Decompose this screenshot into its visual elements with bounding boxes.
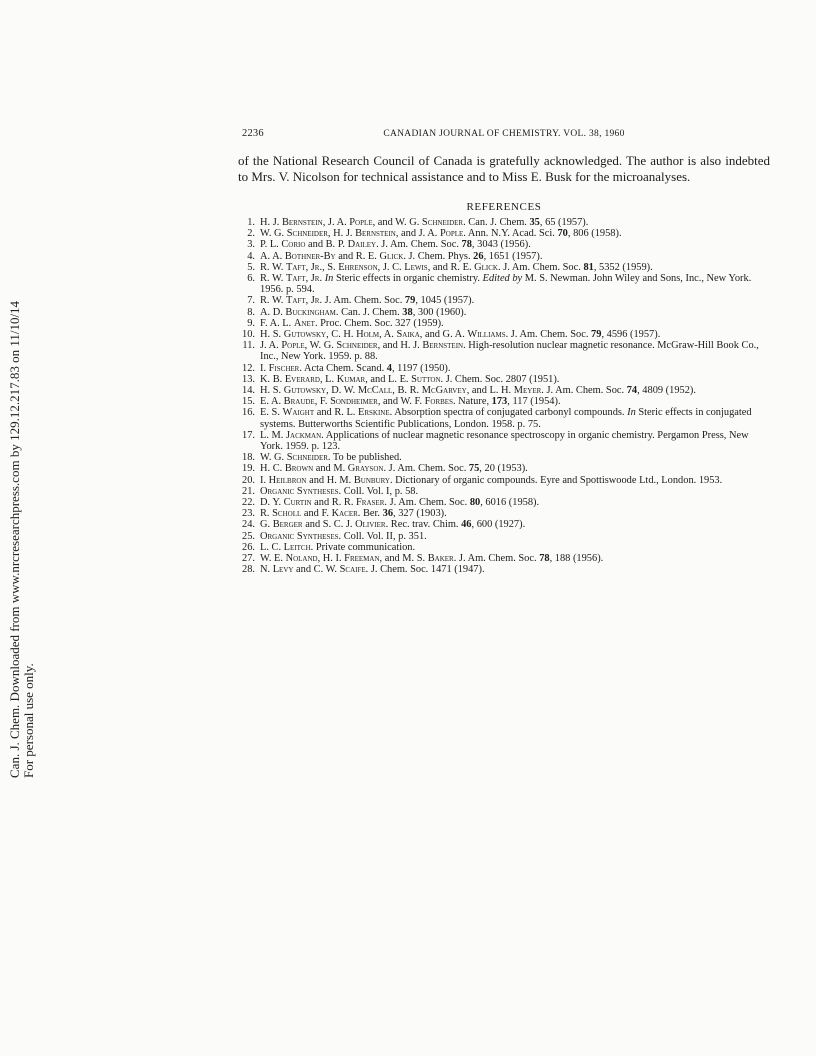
reference-text: Freeman: [344, 553, 380, 565]
reference-number: 11.: [242, 340, 255, 352]
reference-text: Bunbury: [353, 474, 390, 486]
reference-list: [238, 217, 770, 576]
reference-text: M. S. Newman. John Wiley and Sons, Inc., New York. 1956. p. 594.: [260, 273, 752, 296]
reference-text: Pople: [281, 340, 305, 352]
reference-text: Scholl: [272, 508, 302, 520]
reference-text: 173: [491, 396, 508, 408]
reference-text: . Coll. Vol. I, p. 58.: [338, 485, 419, 497]
reference-text: . J. Am. Chem. Soc.: [453, 553, 540, 565]
journal-page: [238, 128, 770, 576]
reference-text: . Acta Chem. Scand.: [299, 362, 387, 374]
reference-number: 9.: [247, 317, 255, 329]
reference-text: McGarvey: [421, 385, 467, 397]
reference-text: . Ann. N.Y. Acad. Sci.: [463, 228, 558, 240]
reference-number: 4.: [247, 250, 255, 262]
reference-text: , 117 (1954).: [507, 396, 561, 408]
reference-text: Taft, Jr.: [286, 273, 323, 285]
reference-text: Bothner-By: [284, 250, 336, 262]
reference-text: . Absorption spectra of conjugated carbonyl compounds.: [389, 407, 628, 419]
reference-item: [238, 430, 770, 452]
reference-number: 3.: [247, 239, 255, 251]
reference-item: [238, 329, 770, 340]
reference-text: 74: [626, 385, 638, 397]
reference-number: 26.: [242, 541, 255, 553]
reference-text: . J. Am. Chem. Soc.: [498, 261, 584, 273]
reference-text: , C. H.: [326, 329, 357, 341]
reference-text: . J. Am. Chem. Soc.: [383, 463, 469, 475]
reference-text: . Ber.: [357, 508, 383, 520]
reference-item: [238, 452, 770, 463]
reference-text: and B. P.: [305, 239, 348, 251]
reference-text: 79: [404, 295, 416, 307]
reference-text: Grayson: [347, 463, 384, 475]
reference-text: , and H. J.: [377, 340, 423, 352]
reference-number: 20.: [242, 474, 255, 486]
reference-text: Corio: [281, 239, 306, 251]
reference-text: and R. R.: [311, 497, 357, 509]
reference-text: , D. W.: [326, 385, 358, 397]
reference-text: Curtin: [283, 497, 312, 509]
reference-text: , J. A.: [322, 217, 350, 228]
reference-item: [238, 486, 770, 497]
reference-text: Holm: [356, 329, 380, 341]
reference-text: , 5352 (1959).: [593, 261, 653, 273]
reference-text: , and J. A.: [395, 228, 440, 240]
reference-text: Fraser: [356, 497, 385, 509]
reference-text: , 188 (1956).: [549, 553, 604, 565]
reference-text: Bernstein: [355, 228, 396, 240]
reference-text: R.: [260, 508, 273, 520]
reference-item: [238, 553, 770, 564]
reference-text: , S.: [322, 261, 339, 273]
reference-text: 36: [382, 508, 394, 520]
reference-text: Organic Syntheses: [260, 485, 339, 497]
page-number: 2236: [242, 128, 264, 139]
reference-text: , W. G.: [304, 340, 337, 352]
reference-text: , and W. F.: [377, 396, 425, 408]
reference-text: W. G.: [260, 228, 287, 240]
reference-text: I.: [260, 474, 269, 486]
reference-text: , and W. G.: [372, 217, 422, 228]
reference-text: , and R. E.: [427, 261, 475, 273]
reference-text: Brown: [284, 463, 314, 475]
reference-text: E. S.: [260, 407, 283, 419]
reference-text: 78: [461, 239, 472, 251]
reference-number: 2.: [247, 228, 255, 240]
reference-text: 78: [539, 553, 550, 565]
reference-text: W. G.: [260, 452, 287, 464]
reference-item: [238, 340, 770, 362]
reference-text: Fischer: [268, 362, 300, 374]
reference-text: W. E.: [260, 553, 286, 565]
reference-number: 21.: [242, 485, 255, 497]
reference-number: 22.: [242, 497, 255, 509]
reference-text: Saika: [396, 329, 420, 341]
reference-text: F. A. L.: [260, 317, 294, 329]
running-head: [238, 128, 770, 144]
reference-text: Organic Syntheses: [260, 530, 339, 542]
reference-text: J. Am. Chem. Soc.: [322, 295, 405, 307]
reference-text: Steric effects in conjugated systems. Butterworths Scientific Publications, London. 1958. p. 75.: [260, 407, 752, 430]
reference-text: . Proc. Chem. Soc. 327 (1959).: [314, 317, 444, 329]
reference-text: G.: [260, 519, 273, 531]
reference-text: . Nature,: [452, 396, 492, 408]
reference-item: [238, 475, 770, 486]
reference-text: Sondheimer: [330, 396, 378, 408]
reference-text: L. M.: [260, 429, 286, 441]
reference-text: Forbes: [424, 396, 453, 408]
reference-text: . Coll. Vol. II, p. 351.: [338, 530, 427, 542]
download-watermark: [6, 268, 36, 780]
reference-number: 19.: [242, 463, 255, 475]
reference-text: and M.: [313, 463, 348, 475]
reference-text: 79: [591, 329, 602, 341]
reference-text: , 806 (1958).: [567, 228, 622, 240]
reference-text: Leitch: [283, 541, 311, 553]
reference-text: R. W.: [260, 295, 286, 307]
reference-item: [238, 385, 770, 396]
reference-text: , 1197 (1950).: [391, 362, 451, 374]
reference-text: H. J.: [260, 217, 282, 228]
reference-text: , A.: [379, 329, 397, 341]
watermark-line-2: For personal use only.: [21, 663, 36, 778]
reference-item: [238, 295, 770, 306]
reference-text: Olivier: [355, 519, 386, 531]
reference-text: In: [627, 407, 636, 419]
reference-text: , 327 (1903).: [393, 508, 447, 520]
reference-text: . Can. J. Chem.: [335, 306, 403, 318]
reference-text: . Can. J. Chem.: [463, 217, 530, 228]
reference-text: Erskine: [358, 407, 390, 419]
watermark-line-1: Can. J. Chem. Downloaded from www.nrcresearchpress.com by 129.12.217.83 on 11/10/14: [7, 300, 22, 778]
acknowledgment-paragraph: of the National Research Council of Canada is gratefully acknowledged. The author is also indebted to Mrs. V. Nicolson for technical assistance and to Miss E. Busk for the microanalyses.: [238, 153, 770, 184]
reference-text: Everard: [284, 373, 320, 385]
reference-text: J. A.: [260, 340, 282, 352]
reference-text: Noland: [285, 553, 318, 565]
reference-item: [238, 519, 770, 530]
reference-text: N.: [260, 564, 273, 576]
reference-text: 75: [468, 463, 480, 475]
reference-text: Buckingham: [285, 306, 336, 318]
reference-text: Schneider: [421, 217, 464, 228]
reference-text: , 4596 (1957).: [601, 329, 661, 341]
reference-text: , 300 (1960).: [412, 306, 467, 318]
reference-text: , B. R.: [392, 385, 422, 397]
reference-item: [238, 262, 770, 273]
reference-item: [238, 497, 770, 508]
reference-text: Taft, Jr.: [286, 295, 323, 307]
reference-number: 23.: [242, 508, 255, 520]
reference-text: K. B.: [260, 373, 285, 385]
reference-text: . J. Am. Chem. Soc.: [376, 239, 462, 251]
reference-text: 80: [469, 497, 481, 509]
reference-text: Berger: [272, 519, 303, 531]
reference-number: 10.: [242, 329, 255, 341]
reference-text: Kumar: [336, 373, 366, 385]
reference-number: 6.: [247, 273, 255, 285]
reference-text: , L.: [319, 373, 337, 385]
reference-text: Schneider: [286, 228, 328, 240]
reference-text: , 4809 (1952).: [637, 385, 696, 397]
reference-text: , 1651 (1957).: [483, 250, 543, 262]
reference-text: Jackman: [285, 429, 322, 441]
reference-text: Schneider: [336, 340, 378, 352]
reference-text: Lewis: [404, 261, 428, 273]
reference-number: 18.: [242, 452, 255, 464]
reference-text: Bernstein: [422, 340, 464, 352]
reference-text: Scaife: [339, 564, 366, 576]
reference-text: , and M. S.: [379, 553, 428, 565]
reference-text: 35: [529, 217, 540, 228]
reference-text: Bernstein: [281, 217, 323, 228]
reference-text: . J. Am. Chem. Soc.: [541, 385, 627, 397]
reference-text: and F.: [301, 508, 332, 520]
reference-text: I.: [260, 362, 269, 374]
reference-item: [238, 239, 770, 250]
reference-text: A. D.: [260, 306, 286, 318]
reference-item: [238, 542, 770, 553]
reference-text: , H. J.: [327, 228, 356, 240]
reference-text: and S. C. J.: [302, 519, 356, 531]
reference-number: 5.: [247, 261, 255, 273]
reference-text: R. W.: [260, 273, 286, 285]
reference-text: 70: [557, 228, 568, 240]
reference-item: [238, 251, 770, 262]
reference-text: R. W.: [260, 261, 286, 273]
reference-number: 15.: [242, 396, 255, 408]
reference-text: 4: [386, 362, 392, 374]
reference-text: P. L.: [260, 239, 282, 251]
reference-text: Gutowsky: [283, 385, 327, 397]
reference-number: 24.: [242, 519, 255, 531]
reference-text: and R. L.: [314, 407, 358, 419]
reference-text: Ehrenson: [338, 261, 378, 273]
reference-number: 8.: [247, 306, 255, 318]
reference-item: [238, 463, 770, 474]
reference-text: H. C.: [260, 463, 285, 475]
reference-text: . Applications of nuclear magnetic resonance spectroscopy in organic chemistry. Pergamon Press, New York. 1959. p. 123.: [260, 429, 749, 453]
reference-text: Gutowsky: [283, 329, 327, 341]
reference-text: 26: [473, 250, 484, 262]
reference-text: McCall: [357, 385, 393, 397]
reference-text: Steric effects in organic chemistry.: [333, 273, 483, 285]
reference-item: [238, 363, 770, 374]
reference-text: . J. Am. Chem. Soc.: [505, 329, 592, 341]
reference-text: In: [324, 273, 334, 285]
reference-text: Edited by: [482, 273, 523, 285]
reference-text: , 1045 (1957).: [415, 295, 475, 307]
reference-text: . Rec. trav. Chim.: [385, 519, 462, 531]
reference-item: [238, 407, 770, 429]
reference-number: 7.: [247, 295, 255, 307]
reference-number: 28.: [242, 564, 255, 576]
reference-text: . J. Chem. Soc. 2807 (1951).: [440, 373, 560, 385]
reference-text: . To be published.: [327, 452, 402, 464]
reference-item: [238, 396, 770, 407]
reference-text: Braude: [283, 396, 315, 408]
reference-item: [238, 508, 770, 519]
reference-number: 1.: [247, 217, 255, 228]
reference-text: and H. M.: [306, 474, 354, 486]
reference-item: [238, 564, 770, 575]
reference-text: 38: [402, 306, 413, 318]
reference-text: L. C.: [260, 541, 284, 553]
reference-text: Taft, Jr.: [286, 261, 323, 273]
reference-text: . High-resolution nuclear magnetic resonance. McGraw-Hill Book Co., Inc., New York. 1959. p. 88.: [260, 340, 759, 363]
reference-item: [238, 228, 770, 239]
reference-item: [238, 318, 770, 329]
reference-text: Sutton: [411, 373, 441, 385]
reference-text: Waight: [282, 407, 315, 419]
reference-text: , 20 (1953).: [479, 463, 528, 475]
reference-text: , H. I.: [317, 553, 345, 565]
reference-text: , and G. A.: [419, 329, 468, 341]
reference-item: [238, 531, 770, 542]
reference-text: , and L. H.: [466, 385, 514, 397]
reference-text: . J. Chem. Soc. 1471 (1947).: [365, 564, 485, 576]
reference-text: , F.: [314, 396, 331, 408]
reference-item: [238, 374, 770, 385]
reference-number: 16.: [242, 407, 255, 419]
reference-text: D. Y.: [260, 497, 284, 509]
reference-text: . J. Am. Chem. Soc.: [384, 497, 470, 509]
reference-text: . J. Chem. Phys.: [403, 250, 474, 262]
reference-text: , 600 (1927).: [471, 519, 526, 531]
reference-number: 17.: [242, 429, 255, 441]
reference-text: H. S.: [260, 329, 284, 341]
reference-text: Kacer: [331, 508, 358, 520]
reference-number: 12.: [242, 362, 255, 374]
reference-text: Schneider: [286, 452, 328, 464]
reference-text: 81: [583, 261, 594, 273]
reference-number: 27.: [242, 553, 255, 565]
reference-text: 46: [461, 519, 472, 531]
reference-text: Meyer: [513, 385, 542, 397]
reference-text: , and L. E.: [365, 373, 412, 385]
reference-item: [238, 273, 770, 295]
reference-item: [238, 217, 770, 228]
reference-text: Pople: [349, 217, 373, 228]
reference-text: , 6016 (1958).: [480, 497, 540, 509]
reference-text: Glick: [474, 261, 498, 273]
reference-text: , 3043 (1956).: [471, 239, 531, 251]
reference-number: 14.: [242, 385, 255, 397]
reference-number: 25.: [242, 530, 255, 542]
reference-text: Levy: [272, 564, 294, 576]
reference-text: Glick: [379, 250, 404, 262]
reference-text: and C. W.: [293, 564, 340, 576]
reference-number: 13.: [242, 373, 255, 385]
reference-text: Anet: [293, 317, 315, 329]
journal-title: CANADIAN JOURNAL OF CHEMISTRY. VOL. 38, 1960: [383, 129, 625, 139]
reference-text: , 65 (1957).: [539, 217, 589, 228]
reference-text: Pople: [440, 228, 464, 240]
reference-text: H. S.: [260, 385, 284, 397]
reference-text: Dailey: [347, 239, 377, 251]
reference-item: [238, 307, 770, 318]
reference-text: , J. C.: [377, 261, 405, 273]
reference-text: A. A.: [260, 250, 285, 262]
reference-text: Baker: [427, 553, 454, 565]
reference-text: and R. E.: [335, 250, 380, 262]
references-heading: REFERENCES: [466, 201, 542, 213]
reference-text: Heilbron: [268, 474, 307, 486]
reference-text: . Dictionary of organic compounds. Eyre and Spottiswoode Ltd., London. 1953.: [389, 474, 723, 486]
reference-text: Williams: [467, 329, 506, 341]
reference-text: E. A.: [260, 396, 284, 408]
reference-text: . Private communication.: [310, 541, 416, 553]
